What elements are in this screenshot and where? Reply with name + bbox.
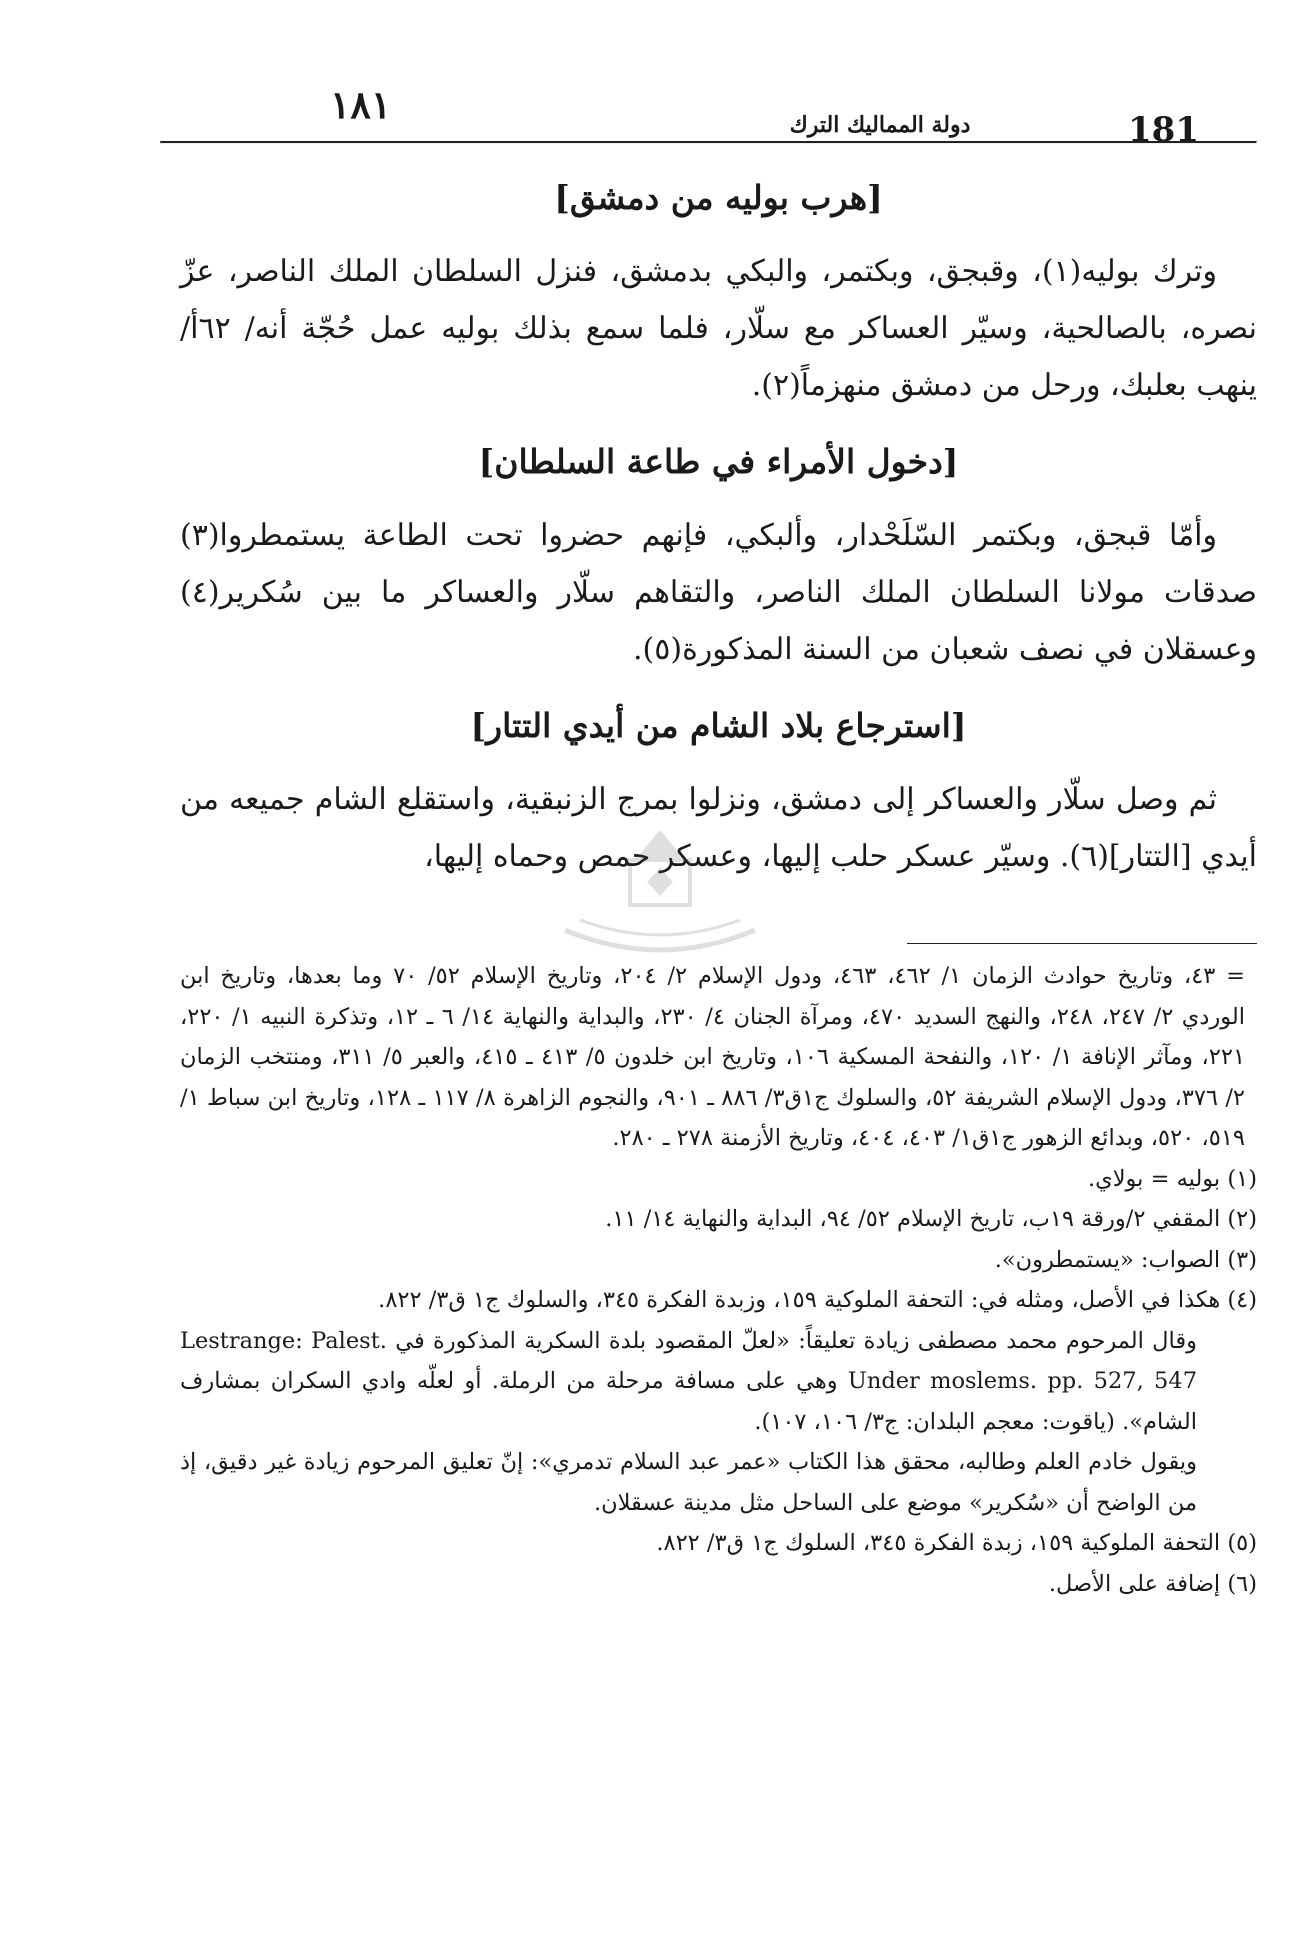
running-title: دولة المماليك الترك <box>789 112 971 138</box>
footnotes <box>160 956 1257 1604</box>
footnote-1: (١) بوليه = بولاي. <box>1087 1165 1257 1192</box>
page-number-arabic: ١٨١ <box>330 82 392 127</box>
footnote-5: (٥) التحفة الملوكية ١٥٩، زبدة الفكرة ٣٤٥، السلوك ج١ ق٣/ ٨٢٢. <box>656 1530 1257 1556</box>
footnote-6: (٦) إضافة على الأصل. <box>1048 1570 1257 1597</box>
footnote-4-comment-2: ويقول خادم العلم وطالبه، محقق هذا الكتاب «عمر عبد السلام تدمري»: إنّ تعليق المرحوم زيادة غير دقيق، إذ من الواضح أن «سُكرير» موضع على الساحل مثل مدينة عسقلان. <box>180 1449 1197 1516</box>
main-text <box>160 178 1257 885</box>
section-title-1: [هرب بوليه من دمشق] <box>554 178 883 217</box>
footnote-3: (٣) الصواب: «يستمطرون». <box>994 1246 1257 1273</box>
section-paragraph-2: وأمّا قبجق، وبكتمر السّلَحْدار، وألبكي، فإنهم حضروا تحت الطاعة يستمطروا(٣) صدقات مولانا السلطان الملك الناصر، والتقاهم سلّار والعساكر ما بين سُكرير(٤) وعسقلان في نصف شعبان من السنة المذكورة(٥). <box>180 518 1257 667</box>
footnote-4-comment-1: وقال المرحوم محمد مصطفى زيادة تعليقاً: «لعلّ المقصود بلدة السكرية المذكورة في Lestrange: Palest. Under moslems. pp. 527, 547 وهي على مسافة مرحلة من الرملة. أو لعلّه وادي السكران بمشارف الشام». (ياقوت: معجم البلدان: ج٣/ ١٠٦، ١٠٧). <box>180 1327 1198 1435</box>
footnote-continuation: = ٤٣، وتاريخ حوادث الزمان ١/ ٤٦٢، ٤٦٣، ودول الإسلام ٢/ ٢٠٤، وتاريخ الإسلام ٥٢/ ٧٠ وما بعدها، وتاريخ ابن الوردي ٢/ ٢٤٧، ٢٤٨، والنهج السديد ٤٧٠، ومرآة الجنان ٤/ ٢٣٠، والبداية والنهاية ١٤/ ٦ ـ ١٢، وتذكرة النبيه ١/ ٢٢٠، ٢٢١، ومآثر الإنافة ١/ ١٢٠، والنفحة المسكية ١٠٦، وتاريخ ابن خلدون ٥/ ٤١٣ ـ ٤١٥، والعبر ٥/ ٣١١، ومنتخب الزمان ٢/ ٣٧٦، ودول الإسلام الشريفة ٥٢، والسلوك ج١ق٣/ ٨٨٦ ـ ٩٠١، والنجوم الزاهرة ٨/ ١١٧ ـ ١٢٨، وتاريخ ابن سباط ١/ ٥١٩، ٥٢٠، وبدائع الزهور ج١ق١/ ٤٠٣، ٤٠٤، وتاريخ الأزمنة ٢٧٨ ـ ٢٨٠. <box>180 963 1246 1151</box>
page-number-latin: 181 <box>1128 110 1199 150</box>
footnote-2: (٢) المقفي ٢/ورقة ١٩ب، تاريخ الإسلام ٥٢/ ٩٤، البداية والنهاية ١٤/ ١١. <box>605 1206 1257 1232</box>
header-rule <box>160 141 1257 144</box>
section-title-2: [دخول الأمراء في طاعة السلطان] <box>478 442 959 481</box>
section-paragraph-3: ثم وصل سلّار والعساكر إلى دمشق، ونزلوا بمرج الزنبقية، واستقلع الشام جميعه من أيدي [التتار](٦). وسيّر عسكر حلب إليها، وعسكر حمص وحماه إليها، <box>180 782 1257 874</box>
footnote-rule <box>907 943 1257 944</box>
section-title-3: [استرجاع بلاد الشام من أيدي التتار] <box>470 706 967 745</box>
section-paragraph-1: وترك بوليه(١)، وقبجق، وبكتمر، والبكي بدمشق، فنزل السلطان الملك الناصر، عزّ نصره، بالصالحية، وسيّر العساكر مع سلّار، فلما سمع بذلك بوليه عمل حُجّة أنه/ ٦٢أ/ ينهب بعلبك، ورحل من دمشق منهزماً(٢). <box>180 254 1257 403</box>
page-header <box>160 0 1257 150</box>
footnote-4: (٤) هكذا في الأصل، ومثله في: التحفة الملوكية ١٥٩، وزبدة الفكرة ٣٤٥، والسلوك ج١ ق٣/ ٨٢٢. <box>378 1287 1257 1313</box>
